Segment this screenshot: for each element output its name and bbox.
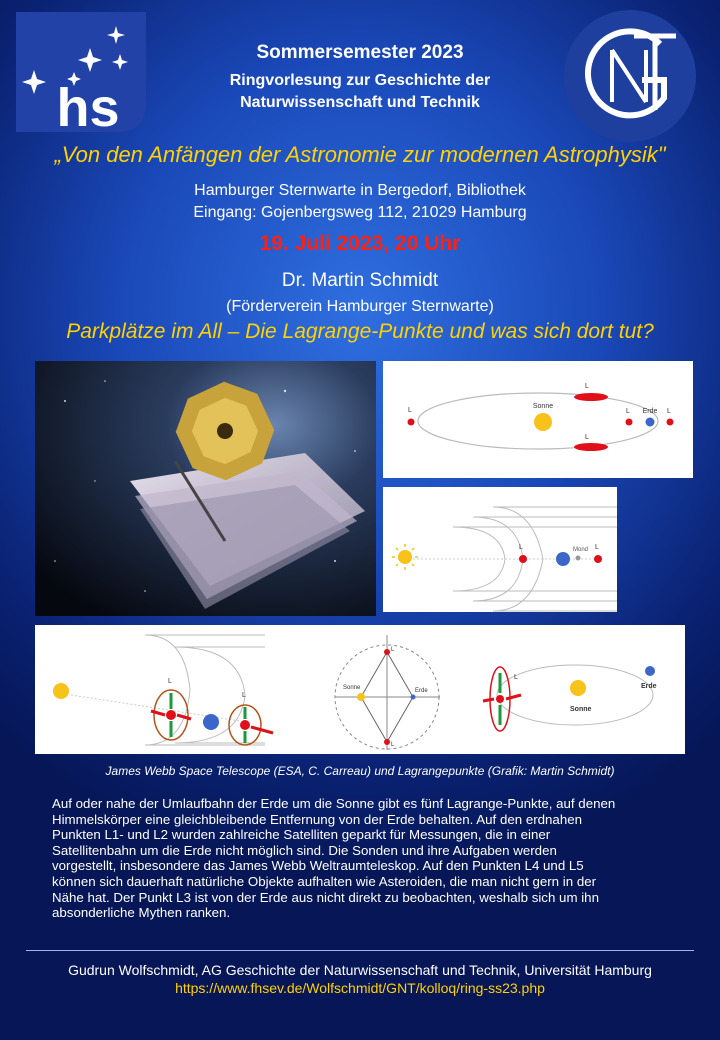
lecture-title: Parkplätze im All – Die Lagrange-Punkte und was sich dort tut?: [66, 320, 654, 343]
l2-label: L: [242, 692, 246, 699]
l4-region: [574, 393, 608, 401]
l2-point: [240, 720, 250, 730]
moon-icon: [576, 556, 581, 561]
earth-label: Erde: [415, 688, 428, 694]
venue-line-2: Eingang: Gojenbergsweg 112, 21029 Hamburg: [193, 204, 527, 221]
abstract-line: Satellitenbahn um die Erde nicht möglich sind. Die Sonden und ihre Aufgaben werden: [52, 842, 557, 858]
divider: [26, 950, 694, 951]
image-caption: James Webb Space Telescope (ESA, C. Carreau) und Lagrangepunkte (Grafik: Martin Schmidt): [105, 764, 615, 778]
abstract-line: absonderliche Mythen ranken.: [52, 905, 231, 921]
moon-label: Mond: [573, 547, 589, 553]
speaker-affiliation: (Förderverein Hamburger Sternwarte): [226, 298, 494, 315]
abstract: [52, 796, 682, 921]
series-title: „Von den Anfängen der Astronomie zur modernen Astrophysik": [54, 142, 666, 167]
l1-label: L: [519, 544, 523, 551]
lagrange-stability-diagrams: [35, 625, 685, 754]
venue: [0, 180, 720, 224]
abstract-line: Auf oder nahe der Umlaufbahn der Erde um die Sonne gibt es fünf Lagrange-Punkte, auf denen: [52, 796, 616, 811]
sun-icon: [570, 680, 586, 696]
l3-point: [408, 419, 415, 426]
jwst-image: [35, 361, 376, 616]
semester-title: Sommersemester 2023: [256, 42, 464, 63]
sun-icon: [534, 413, 552, 431]
sun-icon: [357, 693, 365, 701]
earth-label: Erde: [642, 408, 658, 415]
abstract-line: können sich dauerhaft natürliche Objekte aufhalten wie Asteroiden, die man nicht gern in der: [52, 873, 597, 889]
abstract-line: vorgestellt, insbesondere das James Webb Weltraumteleskop. Auf den Punkten L4 und L5: [52, 858, 584, 874]
l2-label: L: [667, 408, 671, 415]
earth-icon: [646, 418, 655, 427]
l2-label: L: [595, 544, 599, 551]
l2-point: [667, 419, 674, 426]
earth-icon: [411, 695, 416, 700]
l3-label: L: [514, 674, 518, 681]
lagrange-orbit-diagram: [383, 361, 693, 478]
sun-label: Sonne: [532, 403, 554, 410]
l5-point: [384, 739, 390, 745]
ring-line-1: Ringvorlesung zur Geschichte der: [229, 72, 491, 89]
ring-line-2: Naturwissenschaft und Technik: [240, 94, 480, 111]
stability-l3-diagram: [483, 665, 657, 731]
l1-point: [519, 555, 527, 563]
l3-label: L: [408, 407, 412, 414]
abstract-line: Nähe hat. Der Punkt L3 ist von der Erde aus nicht direkt zu beobachten, weshalb sich um ihn: [52, 889, 599, 905]
l4-label: L: [391, 647, 395, 653]
sun-icon: [53, 683, 69, 699]
sun-label: Sonne: [570, 706, 592, 713]
earth-icon: [645, 666, 655, 676]
l1-point: [166, 710, 176, 720]
l4-point: [384, 649, 390, 655]
hs-logo-text: hs: [56, 78, 120, 136]
l1-label: L: [626, 408, 630, 415]
event-date: 19. Juli 2023, 20 Uhr: [259, 232, 461, 255]
l4-l5-geometry-diagram: [335, 635, 440, 750]
sun-icon: [398, 550, 412, 564]
footer-url-link[interactable]: https://www.fhsev.de/Wolfschmidt/GNT/kolloq/ring-ss23.php: [175, 980, 545, 996]
l5-label: L: [585, 434, 589, 441]
gnt-logo-text: GNT: [628, 138, 632, 139]
speaker-name: Dr. Martin Schmidt: [281, 270, 439, 291]
l1-label: L: [168, 678, 172, 685]
sun-label: Sonne: [343, 685, 361, 691]
abstract-line: Himmelskörper eine gleichbleibende Entfernung von der Erde behalten. Auf den erdnahen: [52, 811, 583, 827]
l5-region: [574, 443, 608, 451]
l1-point: [626, 419, 633, 426]
l5-label: L: [391, 742, 395, 748]
earth-icon: [556, 552, 570, 566]
earth-label: Erde: [641, 683, 657, 690]
lecture-series-heading: [0, 70, 720, 114]
venue-line-1: Hamburger Sternwarte in Bergedorf, Bibliothek: [194, 182, 526, 199]
footer-credit: Gudrun Wolfschmidt, AG Geschichte der Naturwissenschaft und Technik, Universität Hamburg: [68, 962, 652, 978]
abstract-line: Punkten L1- und L2 wurden zahlreiche Satelliten geparkt für Messungen, die in einer: [52, 827, 551, 843]
l2-point: [594, 555, 602, 563]
l4-label: L: [585, 383, 589, 390]
l3-point: [496, 695, 504, 703]
stability-l1-l2-diagram: [53, 635, 273, 745]
earth-moon-lagrange-diagram: [383, 487, 617, 612]
earth-icon: [203, 714, 219, 730]
